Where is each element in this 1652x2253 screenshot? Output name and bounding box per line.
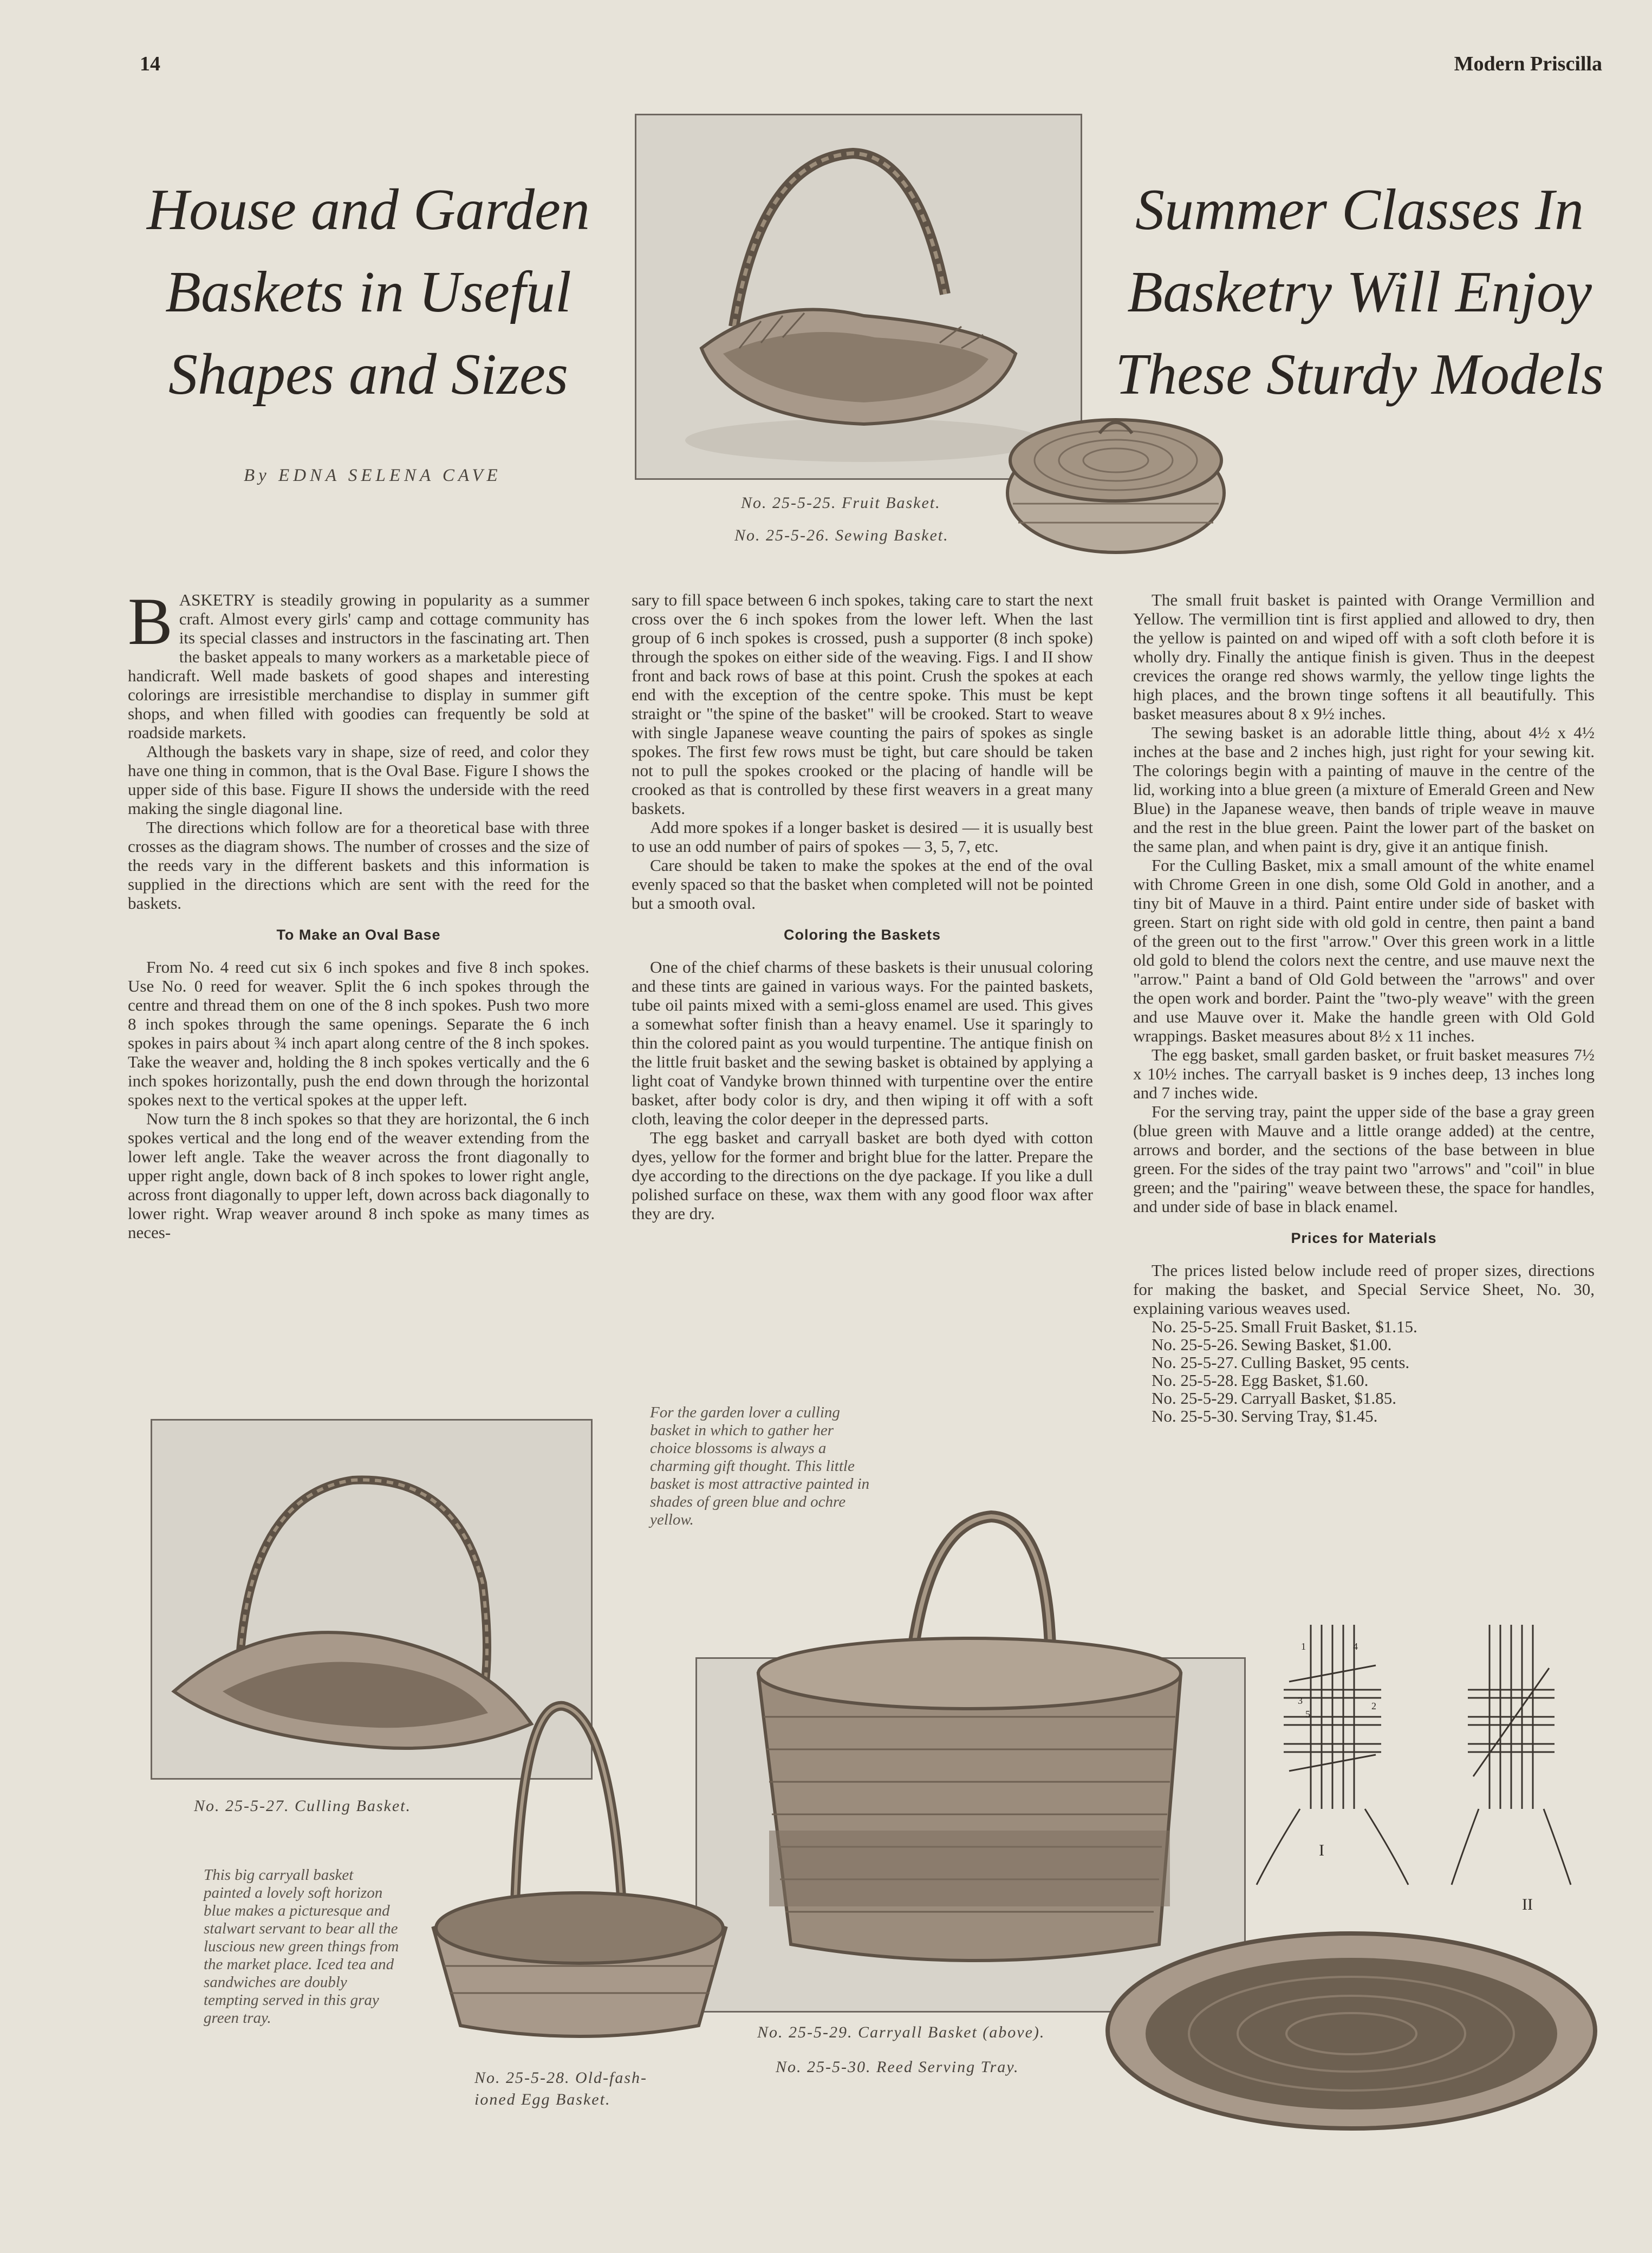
price-row: No. 25-5-25. Small Fruit Basket, $1.15. xyxy=(1152,1317,1417,1336)
paragraph: One of the chief charms of these baskets is their unusual coloring and these tints are gained in various ways. For the painted baskets, tube oil paints mixed with a semi-gloss enamel are used. This gives a somewhat softer finish than a heavy enamel. Use it sparingly to thin the colored paint as you would turpentine. The antique finish on the little fruit basket and the sewing basket is obtained by applying a light coat of Vandyke brown thinned with turpentine over the entire basket, after body color is dry, and then wiping it off with a soft cloth, leaving the color deeper in the depressed parts. xyxy=(632,958,1093,1128)
paragraph: For the serving tray, paint the upper side of the base a gray green (blue green with Mauve and a little orange added) at the centre, arrows and border, and the sections of the base between in blue green. For the sides of the tray paint two "arrows" and "coil" in blue green; and the "pairing" weave between these, the space for handles, and under side of base in black enamel. xyxy=(1133,1102,1595,1216)
figure-label-2: II xyxy=(1522,1896,1533,1913)
caption-fruit-basket: No. 25-5-25. Fruit Basket. xyxy=(741,494,941,512)
paragraph: For the Culling Basket, mix a small amount of the white enamel with Chrome Green in one dish, some Old Gold in another, and a tiny bit of Mauve in a third. Paint entire under side of basket with green. Start on right side with old gold in centre, then paint a band of the green out to the first "arrow." Over this green work in a little old gold to blend the colors next the centre, and use mauve next the "arrow." Paint a band of Old Gold between the "arrows" and over the open work and border. Paint the "two-ply weave" with the green and use Mauve over it. Make the handle green with Old Gold wrappings. Basket measures about 8½ x 11 inches. xyxy=(1133,856,1595,1045)
column-3 xyxy=(1133,590,1595,1425)
caption-egg-basket-1: No. 25-5-28. Old-fash- xyxy=(474,2069,647,2087)
caption-egg-basket-2: ioned Egg Basket. xyxy=(474,2091,611,2108)
paragraph: Now turn the 8 inch spokes so that they are horizontal, the 6 inch spokes vertical and the long end of the weaver extending from the lower left angle. Take the weaver across the front diagonally to upper right angle, down back of 8 inch spokes to lower right angle, across front diagonally to upper left, down across back diagonally to lower right. Wrap weaver around 8 inch spoke as many times as neces- xyxy=(128,1109,589,1242)
caption-sewing-basket: No. 25-5-26. Sewing Basket. xyxy=(734,526,949,544)
caption-culling-basket: No. 25-5-27. Culling Basket. xyxy=(194,1797,411,1815)
price-row: No. 25-5-26. Sewing Basket, $1.00. xyxy=(1152,1335,1392,1354)
diagram-number-4: 4 xyxy=(1353,1641,1358,1652)
drop-cap: B xyxy=(128,584,173,659)
paragraph: Although the baskets vary in shape, size of reed, and color they have one thing in common, that is the Oval Base. Figure I shows the upper side of this base. Figure II shows the underside with the reed making the single diagonal line. xyxy=(128,742,589,818)
carryall-note: This big carryall basket painted a lovely soft horizon blue makes a picturesque and stalwart servant to bear all the luscious new green things from the market place. Iced tea and sandwiches are doubly tempting served in this gray green tray. xyxy=(204,1866,399,2027)
diagram-number-5: 5 xyxy=(1305,1709,1310,1720)
diagram-number-2: 2 xyxy=(1371,1701,1376,1711)
byline: By EDNA SELENA CAVE xyxy=(244,466,502,485)
paragraph: The prices listed below include reed of proper sizes, directions for making the basket, and Special Service Sheet, No. 30, explaining various weaves used. xyxy=(1133,1261,1595,1318)
subheading-coloring: Coloring the Baskets xyxy=(783,927,941,943)
paragraph: The small fruit basket is painted with Orange Vermillion and Yellow. The vermillion tint is first applied and allowed to dry, then the yellow is painted on and wiped off with a soft cloth before it is wholly dry. Finally the antique finish is given. Thus in the deepest crevices the orange red shows warmly, the yellow tinge lights the high places, and the brown tinge softens it all beautifully. This basket measures about 8 x 9½ inches. xyxy=(1133,590,1595,723)
title-right: Summer Classes In Basketry Will Enjoy These Sturdy Models xyxy=(1115,178,1604,407)
sewing-basket-photo xyxy=(991,395,1240,558)
subheading-oval-base: To Make an Oval Base xyxy=(276,927,441,943)
figure-label-1: I xyxy=(1319,1841,1324,1859)
column-1: BASKETRY is steadily growing in popularity as a summer craft. Almost every girls' camp and cottage community has its special classes and instructors in the fascinating art. Then the basket appeals to many workers as a marketable piece of handicraft. Well made baskets of good shapes and interesting colorings are irresistible merchandise to display in summer gift shops, and when filled with goodies can frequently be sold at roadside markets. Although the baskets vary in shape, size of reed, and color they have one thing in common, that is the Oval Base. Figure I shows the upper side of this base. Figure II shows the underside with the reed making the single diagonal line. The directions which follow are for a theoretical base with three crosses as the diagram shows. The number of crosses and the size of the reeds vary in the different baskets and this information is supplied in the directions which are sent with the reed for the baskets. To Make an Oval Base From No. 4 reed cut six 6 inch spokes and five 8 inch spokes. Use No. 0 reed for weaver. Split the 6 inch spokes through the centre and thread them on one of the 8 inch spokes. Push two more 8 inch spokes through the same openings. Separate the 6 inch spokes in pairs about ¾ inch apart along centre of the 8 inch spokes. Take the weaver and, holding the 8 inch spokes vertically and the 6 inch spokes horizontally, push the end down through the horizontal spokes next to the vertical spokes at the upper left. Now turn the 8 inch spokes so that they are horizontal, the 6 inch spokes vertical and the long end of the weaver extending from the lower left angle. Take the weaver across the front diagonally to upper right angle, down back of 8 inch spokes to lower right angle, across front diagonally to upper left, down across back diagonally to lower right. Wrap weaver around 8 inch spoke as many times as neces- xyxy=(128,584,589,1242)
oval-base-diagrams xyxy=(1251,1614,1630,1917)
title-left: House and Garden Baskets in Useful Shapes and Sizes xyxy=(147,178,590,407)
diagram-number-1: 1 xyxy=(1301,1641,1306,1652)
price-row: No. 25-5-30. Serving Tray, $1.45. xyxy=(1152,1407,1378,1425)
paragraph: The egg basket, small garden basket, or fruit basket measures 7½ x 10½ inches. The carryall basket is 9 inches deep, 13 inches long and 7 inches wide. xyxy=(1133,1045,1595,1102)
paragraph: Care should be taken to make the spokes at the end of the oval evenly spaced so that the basket when completed will not be pointed but a smooth oval. xyxy=(632,856,1093,913)
egg-basket-photo xyxy=(428,1695,731,2053)
paragraph: The egg basket and carryall basket are both dyed with cotton dyes, yellow for the former and bright blue for the latter. Prepare the dye according to the directions on the dye package. If you like a dull polished surface on these, wax them with any good floor wax after they are dry. xyxy=(632,1128,1093,1223)
paragraph: From No. 4 reed cut six 6 inch spokes and five 8 inch spokes. Use No. 0 reed for weaver. Split the 6 inch spokes through the centre and thread them on one of the 8 inch spokes. Push two more 8 inch spokes through the same openings. Separate the 6 inch spokes in pairs about ¾ inch apart along centre of the 8 inch spokes. Take the weaver and, holding the 8 inch spokes vertically and the 6 inch spokes horizontally, push the end down through the horizontal spokes next to the vertical spokes at the upper left. xyxy=(128,958,589,1109)
paragraph: Add more spokes if a longer basket is desired — it is usually best to use an odd number of pairs of spokes — 3, 5, 7, etc. xyxy=(632,818,1093,856)
caption-carryall-basket: No. 25-5-29. Carryall Basket (above). xyxy=(757,2023,1045,2041)
price-row: No. 25-5-28. Egg Basket, $1.60. xyxy=(1152,1371,1369,1390)
caption-serving-tray: No. 25-5-30. Reed Serving Tray. xyxy=(776,2058,1019,2076)
price-row: No. 25-5-29. Carryall Basket, $1.85. xyxy=(1152,1389,1396,1408)
serving-tray-photo xyxy=(1100,1912,1603,2139)
paragraph: sary to fill space between 6 inch spokes, taking care to start the next cross over the 6 inch spokes from the lower left. When the last group of 6 inch spokes is crossed, push a supporter (8 inch spoke) through the spokes on either side of the weaving. Figs. I and II show front and back rows of base at this point. Crush the spokes at each end with the exception of the centre spoke. This must be kept straight or "the spine of the basket" will be crooked. Start to weave with single Japanese weave counting the pairs of spokes as single spokes. The first few rows must be tight, but care should be taken not to pull the spokes crooked or the placing of handle will be crooked as that is controlled by these first weavers in a great many baskets. xyxy=(632,590,1093,818)
garden-note: For the garden lover a culling basket in which to gather her choice blossoms is always a charming gift thought. This little basket is most attractive painted in shades of green blue and ochre yellow. xyxy=(650,1404,870,1528)
price-list xyxy=(1152,1318,1421,1425)
paragraph: The sewing basket is an adorable little thing, about 4½ x 4½ inches at the base and 2 inches high, just right for your sewing kit. The colorings begin with a painting of mauve in the centre of the lid, working into a blue green (a mixture of Emerald Green and New Blue) in the Japanese weave, then bands of triple weave in mauve and the rest in the blue green. Paint the lower part of the basket on the same plan, and when paint is dry, give it an antique finish. xyxy=(1133,723,1595,856)
paragraph: The directions which follow are for a theoretical base with three crosses as the diagram shows. The number of crosses and the size of the reeds vary in the different baskets and this information is supplied in the directions which are sent with the reed for the baskets. xyxy=(128,818,589,913)
price-row: No. 25-5-27. Culling Basket, 95 cents. xyxy=(1152,1353,1410,1372)
page-number: 14 xyxy=(140,53,160,75)
column-2 xyxy=(632,590,1093,1223)
subheading-prices: Prices for Materials xyxy=(1291,1230,1437,1246)
magazine-name: Modern Priscilla xyxy=(1454,53,1602,75)
diagram-number-3: 3 xyxy=(1298,1695,1303,1706)
